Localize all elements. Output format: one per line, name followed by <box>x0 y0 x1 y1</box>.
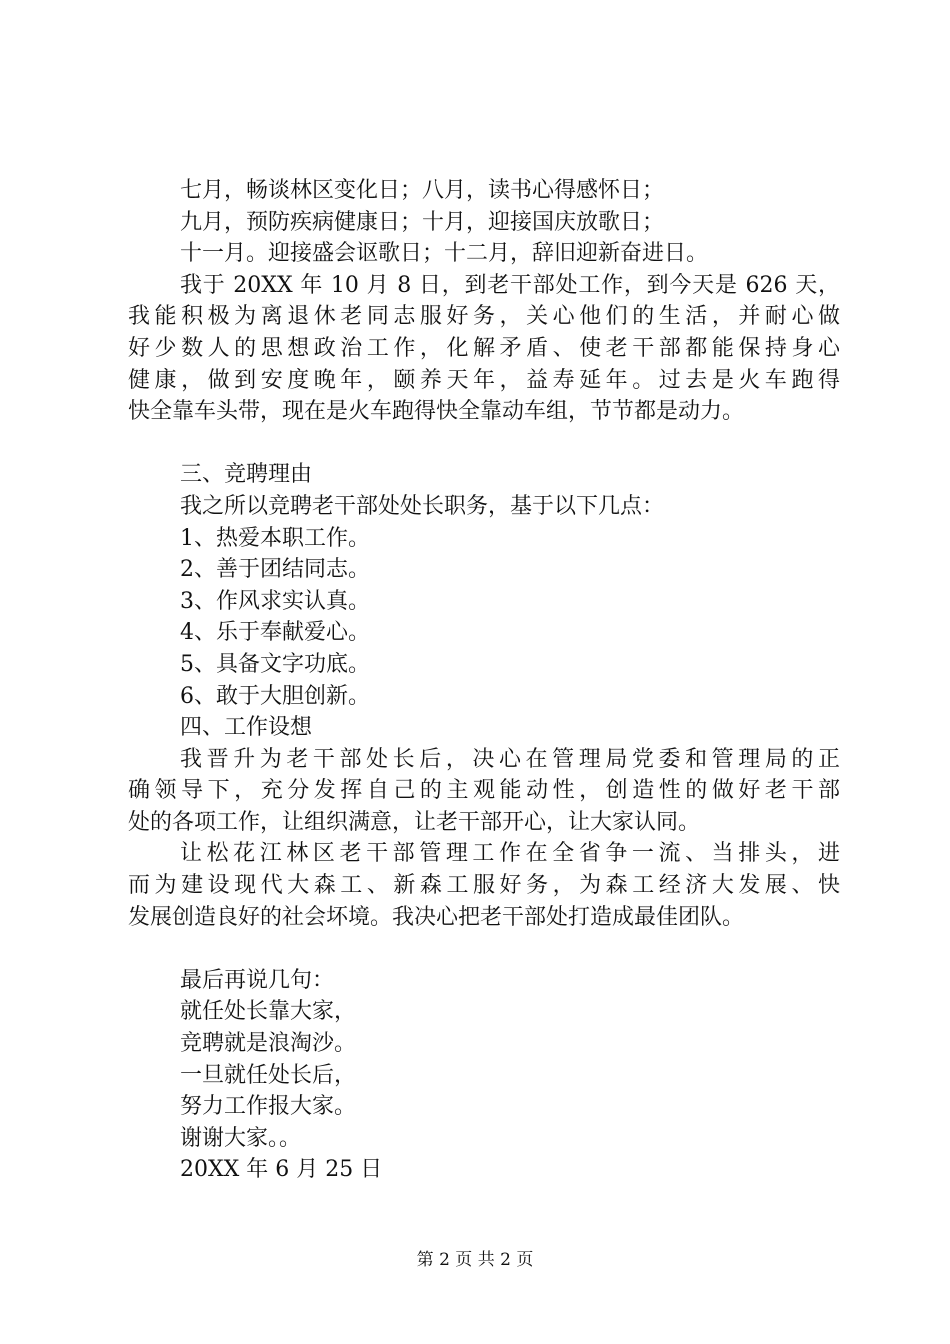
plan-paragraph-1-line-1: 我晋升为老干部处长后，决心在管理局党委和管理局的正 <box>180 746 840 772</box>
closing-line-6: 谢谢大家。。 <box>180 1125 302 1151</box>
month-line-2: 九月，预防疾病健康日；十月，迎接国庆放歌日； <box>180 209 665 235</box>
document-date: 20XX 年 6 月 25 日 <box>180 1157 383 1183</box>
section-3-item-1: 1、热爱本职工作。 <box>180 525 370 551</box>
plan-paragraph-2-line-2: 而为建设现代大森工、新森工服好务，为森工经济大发展、快 <box>128 873 840 899</box>
work-paragraph-line-2: 我能积极为离退休老同志服好务，关心他们的生活，并耐心做 <box>128 304 840 330</box>
closing-line-4: 一旦就任处长后， <box>180 1062 357 1088</box>
closing-line-2: 就任处长靠大家， <box>180 999 357 1025</box>
section-3-item-2: 2、善于团结同志。 <box>180 557 370 583</box>
work-paragraph-line-1: 我于 20XX 年 10 月 8 日，到老干部处工作，到今天是 626 天， <box>180 272 840 298</box>
work-paragraph-line-5: 快全靠车头带，现在是火车跑得快全靠动车组，节节都是动力。 <box>128 399 745 425</box>
document-body <box>128 175 840 1186</box>
work-paragraph-line-3: 好少数人的思想政治工作，化解矛盾、使老干部都能保持身心 <box>128 335 840 361</box>
closing-line-3: 竞聘就是浪淘沙。 <box>180 1031 357 1057</box>
section-3-heading: 三、竞聘理由 <box>180 462 313 488</box>
section-3-item-3: 3、作风求实认真。 <box>180 588 370 614</box>
page-footer: 第 2 页 共 2 页 <box>416 1250 534 1270</box>
section-3-item-6: 6、敢于大胆创新。 <box>180 683 370 709</box>
section-3-intro: 我之所以竞聘老干部处处长职务，基于以下几点： <box>180 493 665 519</box>
plan-paragraph-1-line-3: 处的各项工作，让组织满意，让老干部开心，让大家认同。 <box>128 809 701 835</box>
spacer <box>128 933 840 965</box>
plan-paragraph-2-line-3: 发展创造良好的社会坏境。我决心把老干部处打造成最佳团队。 <box>128 904 745 930</box>
section-4-heading: 四、工作设想 <box>180 715 313 741</box>
spacer <box>128 428 840 460</box>
closing-line-1: 最后再说几句： <box>180 967 335 993</box>
closing-line-5: 努力工作报大家。 <box>180 1094 357 1120</box>
month-line-3: 十一月。迎接盛会讴歌日；十二月，辞旧迎新奋进日。 <box>180 241 709 267</box>
month-line-1: 七月，畅谈林区变化日；八月，读书心得感怀日； <box>180 178 665 203</box>
section-3-item-5: 5、具备文字功底。 <box>180 651 370 677</box>
plan-paragraph-2-line-1: 让松花江林区老干部管理工作在全省争一流、当排头，进 <box>180 841 840 867</box>
section-3-item-4: 4、乐于奉献爱心。 <box>180 620 370 646</box>
work-paragraph-line-4: 健康，做到安度晚年，颐养天年，益寿延年。过去是火车跑得 <box>128 367 840 393</box>
plan-paragraph-1-line-2: 确领导下，充分发挥自己的主观能动性，创造性的做好老干部 <box>128 778 840 804</box>
